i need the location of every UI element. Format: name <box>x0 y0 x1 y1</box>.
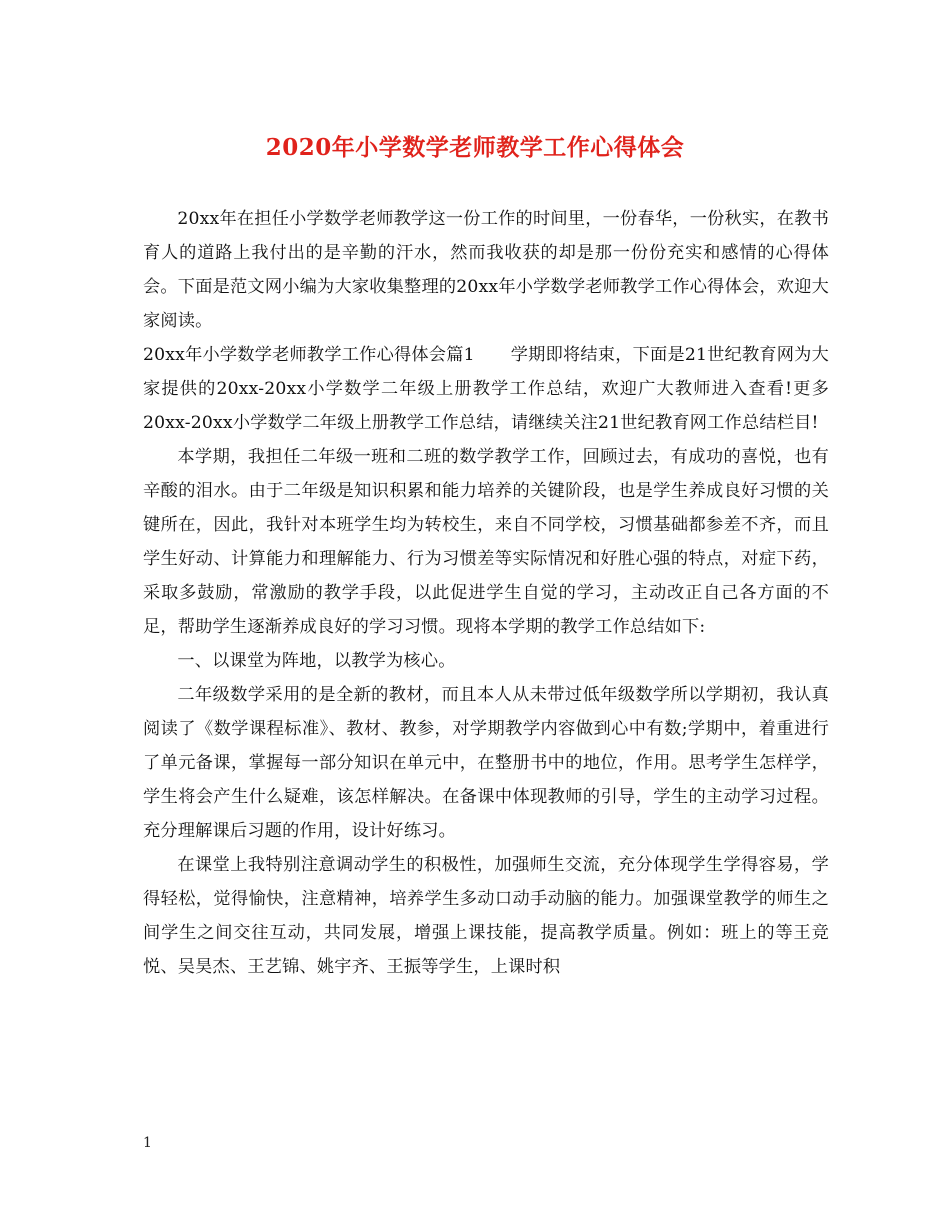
body-paragraph-2: 二年级数学采用的是全新的教材，而且本人从未带过低年级数学所以学期初，我认真阅读了《数学课程标准》、教材、教参，对学期教学内容做到心中有数;学期中，着重进行了单元备课，掌握每一部分知识在单元中，在整册书中的地位，作用。思考学生怎样学，学生将会产生什么疑难，该怎样解决。在备课中体现教师的引导，学生的主动学习过程。充分理解课后习题的作用，设计好练习。 <box>143 685 829 841</box>
subheading-1: 一、以课堂为阵地，以教学为核心。 <box>177 651 456 671</box>
page-number: 1 <box>143 1135 152 1151</box>
body-paragraph-1: 本学期，我担任二年级一班和二班的数学教学工作，回顾过去，有成功的喜悦，也有辛酸的泪水。由于二年级是知识积累和能力培养的关键阶段，也是学生养成良好习惯的关键所在，因此，我针对本班学生均为转校生，来自不同学校，习惯基础都参差不齐，而且学生好动、计算能力和理解能力、行为习惯差等实际情况和好胜心强的特点，对症下药，采取多鼓励，常激励的教学手段，以此促进学生自觉的学习，主动改正自己各方面的不足，帮助学生逐渐养成良好的学习习惯。现将本学期的教学工作总结如下: <box>143 447 829 637</box>
section-heading-paragraph <box>143 338 829 440</box>
body-paragraph-3: 在课堂上我特别注意调动学生的积极性，加强师生交流，充分体现学生学得容易，学得轻松，觉得愉快，注意精神，培养学生多动口动手动脑的能力。加强课堂教学的师生之间学生之间交往互动，共同发展，增强上课技能，提高教学质量。例如：班上的等王竞悦、吴昊杰、王艺锦、姚宇齐、王振等学生，上课时积 <box>143 855 829 977</box>
document-title: 2020年小学数学老师教学工作心得体会 <box>265 134 685 161</box>
section-heading: 20xx年小学数学老师教学工作心得体会篇1 <box>143 345 475 365</box>
intro-paragraph: 20xx年在担任小学数学老师教学这一份工作的时间里，一份春华，一份秋实，在教书育人的道路上我付出的是辛勤的汗水，然而我收获的却是那一份份充实和感情的心得体会。下面是范文网小编为大家收集整理的20xx年小学数学老师教学工作心得体会，欢迎大家阅读。 <box>143 209 829 331</box>
section-intro: 学期即将结束，下面是21世纪教育网为大家提供的20xx-20xx小学数学二年级上册教学工作总结，欢迎广大教师进入查看!更多20xx-20xx小学数学二年级上册教学工作总结，请继续关注21世纪教育网工作总结栏目! <box>143 345 829 433</box>
document-body <box>143 202 829 984</box>
